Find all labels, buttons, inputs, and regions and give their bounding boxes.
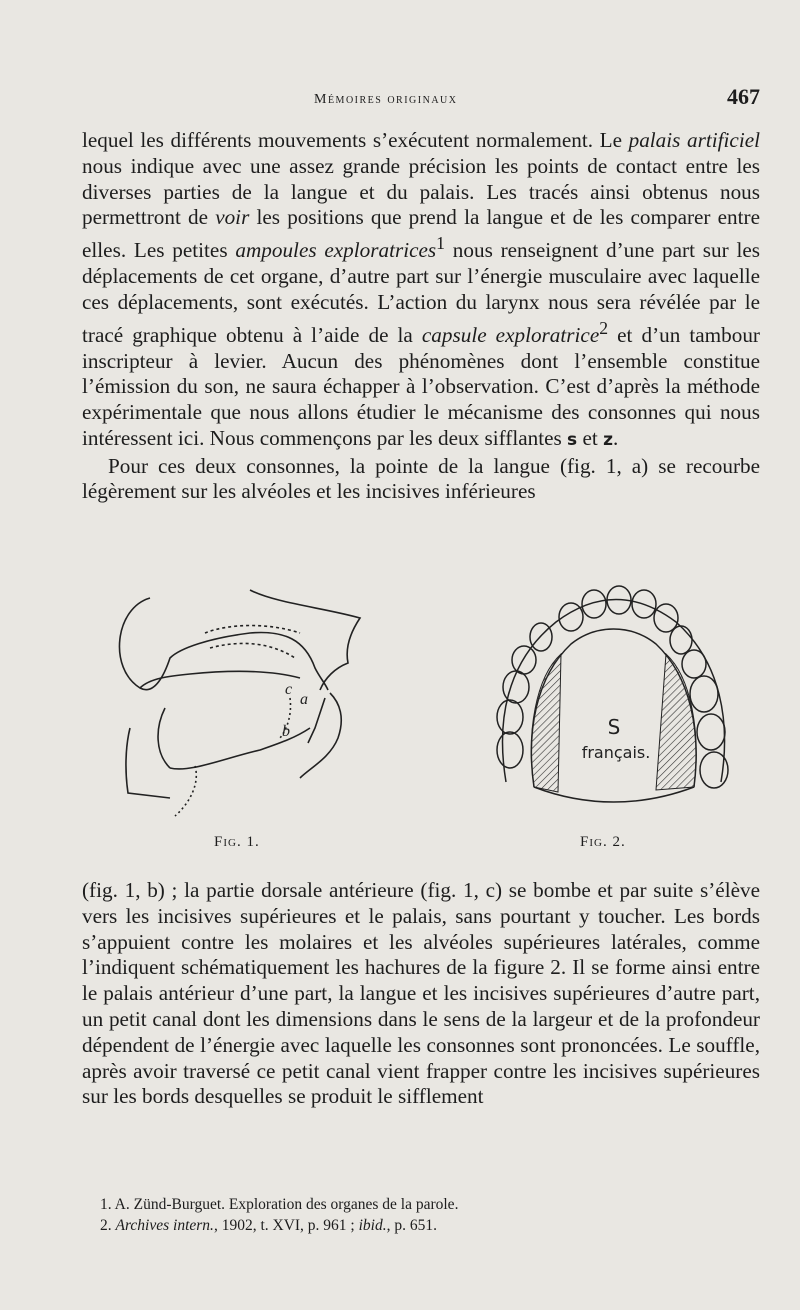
fig1-label-b: b (282, 723, 290, 740)
fig1-label-a: a (300, 691, 308, 708)
footnote-1 (100, 1194, 740, 1215)
footnote-2 (100, 1215, 740, 1236)
footnotes (100, 1194, 740, 1236)
letter-z: z (603, 429, 613, 450)
voir-term: voir (215, 205, 250, 230)
footnote-2-ibid: ibid. (358, 1217, 387, 1234)
para1-end: . (612, 425, 619, 450)
footnote-1-text: A. Zünd-Burguet. Exploration des organes de la parole. (114, 1196, 459, 1213)
fig2-hatch-left (531, 654, 561, 792)
paragraph-1 (82, 128, 760, 454)
para1-line1: lequel les différents mouvements s’exécutent normalement. Le (82, 128, 622, 152)
footnote-2-number: 2. (100, 1217, 112, 1234)
footnote-2-end: , p. 651. (386, 1217, 437, 1234)
fig2-label-francais: français. (581, 743, 651, 762)
text-block-top (82, 128, 760, 505)
page-header (82, 84, 760, 114)
letter-s: s (567, 429, 578, 450)
para1-text-a: nous indique avec une assez grande précision les points de contact entre les diverses parties de la langue et du palais. Les tracés ainsi obtenus nous permettront de (82, 153, 760, 230)
footnote-2-ref: , 1902, t. XVI, p. 961 ; (213, 1217, 359, 1234)
fig1-label-c: c (285, 681, 293, 698)
figure-2-caption: Fig. 2. (580, 834, 626, 850)
para1-text-b: les positions que prend la langue et de les comparer entre elles. Les petites (82, 205, 760, 263)
figure-1-mouth-section (110, 578, 370, 828)
footnote-ref-1: 1 (436, 233, 445, 254)
figure-2-palate (486, 582, 736, 812)
para1-et: et (577, 425, 604, 450)
para1-text-c: nous renseignent d’une part sur les déplacements de cet organe, d’autre part sur l’énergie musculaire avec laquelle ces déplacements, sont exécutés. L’action du larynx nous sera révélée par le tracé graphique obtenu à l’aide de la (82, 238, 760, 347)
running-title: Mémoires originaux (314, 92, 458, 107)
footnote-1-number: 1. (100, 1196, 112, 1213)
ampoules-term: ampoules exploratrices (235, 238, 437, 263)
para1-text-d: et d’un tambour inscripteur à levier. Aucun des phénomènes dont l’ensemble constitue l’émission du son, ne saura échapper à l’observation. C’est d’après la méthode expérimentale que nous allons étudier le mécanisme des consonnes qui nous intéressent ici. Nous commençons par les deux sifflantes (82, 322, 760, 450)
text-block-bottom (82, 878, 760, 1110)
paragraph-3: (fig. 1, b) ; la partie dorsale antérieure (fig. 1, c) se bombe et par suite s’élève vers les incisives supérieures et le palais, sans pourtant y toucher. Les bords s’appuient contre les molaires et les alvéoles supérieures latérales, comme l’indiquent schématiquement les hachures de la figure 2. Il se forme ainsi entre le palais antérieur d’une part, la langue et les incisives supérieures d’autre part, un petit canal dont les dimensions dans le sens de la largeur et de la profondeur dépendent de l’énergie avec laquelle les consonnes sont prononcées. Le souffle, après avoir traversé ce petit canal vient frapper contre les incisives supérieures sur les bords desquelles se produit le sifflement (82, 878, 760, 1109)
paragraph-2: Pour ces deux consonnes, la pointe de la langue (fig. 1, a) se recourbe légèrement sur les alvéoles et les incisives inférieures (82, 453, 760, 504)
fig2-label-s: S (607, 715, 621, 739)
footnote-ref-2: 2 (599, 317, 609, 338)
footnote-2-journal: Archives intern. (115, 1217, 214, 1234)
figure-1-caption: Fig. 1. (214, 834, 260, 850)
page-number: 467 (727, 84, 760, 109)
fig2-hatch-right (656, 654, 696, 790)
capsule-term: capsule exploratrice (421, 322, 600, 347)
palais-artificiel-term: palais artificiel (628, 128, 760, 152)
